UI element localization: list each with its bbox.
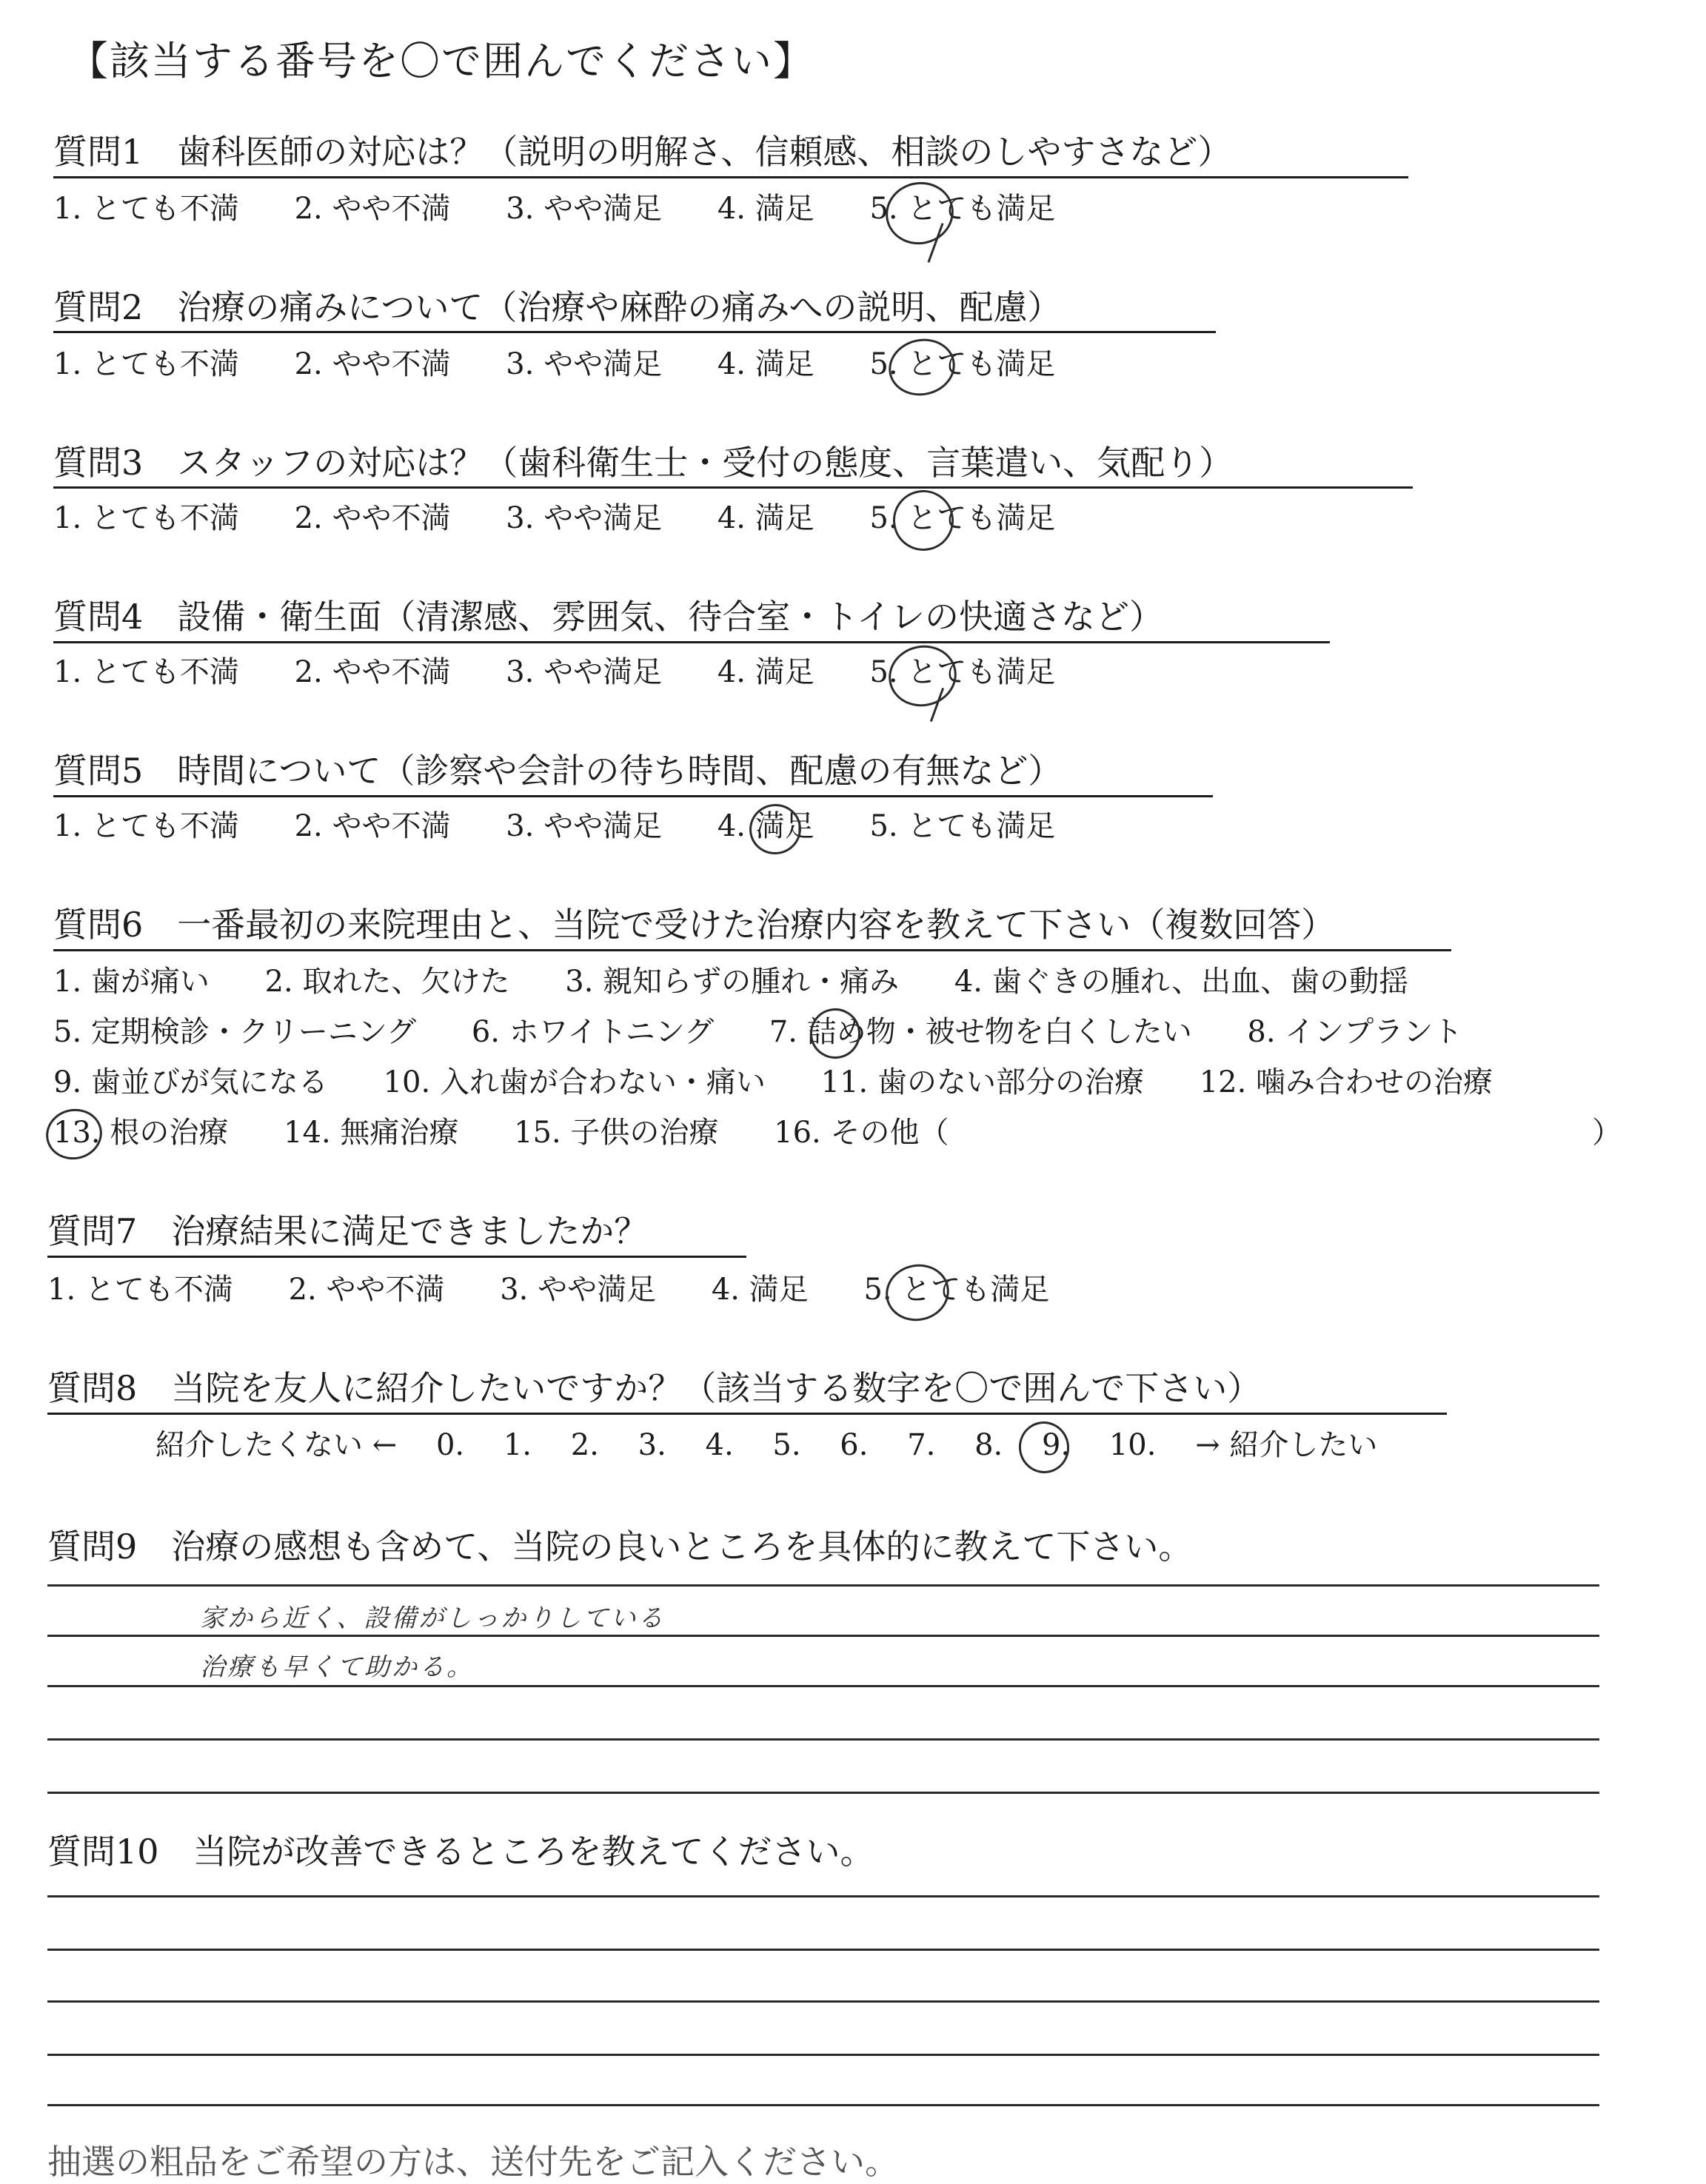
q6-option-4[interactable]: 4. 歯ぐきの腫れ、出血、歯の動揺 (954, 965, 1409, 999)
q4-option-4[interactable]: 4. 満足 (717, 655, 814, 689)
q2-selection-circle (883, 332, 960, 401)
q4-option-3[interactable]: 3. やや満足 (506, 655, 663, 689)
q2-option-1[interactable]: 1. とても不満 (53, 347, 239, 381)
q7-option-5[interactable]: 5. とても満足 (863, 1273, 1050, 1307)
footer-cutoff-text: 抽選の粗品をご希望の方は、送付先をご記入ください。 (47, 2142, 899, 2182)
q10-answer-line-2 (47, 1949, 1599, 1951)
q7-option-1[interactable]: 1. とても不満 (47, 1273, 233, 1307)
q6-row-4 (53, 1118, 949, 1148)
q3-selection-circle (887, 484, 959, 556)
q3-option-5[interactable]: 5. とても満足 (869, 501, 1056, 535)
q3-title: 質問3 スタッフの対応は？（歯科衛生士・受付の態度、言葉遣い、気配り） (53, 443, 1234, 483)
q7-selection-circle (880, 1259, 954, 1327)
q1-option-1[interactable]: 1. とても不満 (53, 192, 239, 226)
q8-n2[interactable]: 2. (570, 1428, 599, 1462)
q1-option-2[interactable]: 2. やや不満 (294, 192, 451, 226)
q6-option-10[interactable]: 10. 入れ歯が合わない・痛い (383, 1065, 766, 1099)
q4-underline (53, 641, 1330, 643)
q9-handwritten-answer-1: 家から近く、設備がしっかりしている (200, 1604, 666, 1633)
q8-n4[interactable]: 4. (705, 1428, 734, 1462)
q2-option-5[interactable]: 5. とても満足 (869, 347, 1056, 381)
q8-n5[interactable]: 5. (772, 1428, 801, 1462)
q3-option-4[interactable]: 4. 満足 (717, 501, 814, 535)
q8-n6[interactable]: 6. (840, 1428, 869, 1462)
q3-underline (53, 486, 1413, 489)
q6-option-3[interactable]: 3. 親知らずの腫れ・痛み (565, 965, 900, 999)
q6-option-13[interactable]: 13. 根の治療 (53, 1116, 229, 1150)
page-header: 【該当する番号を〇で囲んでください】 (68, 38, 814, 84)
q7-underline (47, 1256, 746, 1258)
q5-option-4[interactable]: 4. 満足 (717, 809, 814, 843)
q5-option-3[interactable]: 3. やや満足 (506, 809, 663, 843)
q4-option-2[interactable]: 2. やや不満 (294, 655, 451, 689)
q6-selection-circle-13 (41, 1104, 107, 1165)
q1-option-4[interactable]: 4. 満足 (717, 192, 814, 226)
q9-handwritten-answer-2: 治療も早くて助かる。 (200, 1652, 474, 1682)
q8-n3[interactable]: 3. (638, 1428, 666, 1462)
q6-option-14[interactable]: 14. 無痛治療 (284, 1116, 459, 1150)
q6-option-9[interactable]: 9. 歯並びが気になる (53, 1065, 328, 1099)
q7-option-3[interactable]: 3. やや満足 (500, 1273, 657, 1307)
q6-underline (53, 949, 1451, 951)
q9-answer-line-5 (47, 1792, 1599, 1794)
q7-option-4[interactable]: 4. 満足 (711, 1273, 809, 1307)
q7-title: 質問7 治療結果に満足できましたか？ (47, 1211, 649, 1251)
q6-title: 質問6 一番最初の来院理由と、当院で受けた治療内容を教えて下さい（複数回答） (53, 905, 1336, 945)
q4-selection-circle (883, 639, 962, 712)
q6-other-close-paren: ） (1592, 1116, 1622, 1150)
q5-underline (53, 795, 1213, 797)
q2-title: 質問2 治療の痛みについて（治療や麻酔の痛みへの説明、配慮） (53, 287, 1062, 327)
q2-option-3[interactable]: 3. やや満足 (506, 347, 663, 381)
q9-answer-line-3 (47, 1685, 1599, 1687)
q3-option-3[interactable]: 3. やや満足 (506, 501, 663, 535)
q6-row-3 (53, 1065, 1539, 1099)
q8-selection-circle (1014, 1417, 1074, 1478)
q2-option-4[interactable]: 4. 満足 (717, 347, 814, 381)
q5-option-1[interactable]: 1. とても不満 (53, 809, 239, 843)
q8-n7[interactable]: 7. (907, 1428, 936, 1462)
q3-option-2[interactable]: 2. やや不満 (294, 501, 451, 535)
q9-title: 質問9 治療の感想も含めて、当院の良いところを具体的に教えて下さい。 (47, 1527, 1193, 1567)
q10-answer-line-5 (47, 2104, 1599, 2106)
q6-option-8[interactable]: 8. インプラント (1247, 1015, 1463, 1049)
q6-option-1[interactable]: 1. 歯が痛い (53, 965, 210, 999)
q2-option-2[interactable]: 2. やや不満 (294, 347, 451, 381)
q6-option-6[interactable]: 6. ホワイトニング (471, 1015, 715, 1049)
q1-option-3[interactable]: 3. やや満足 (506, 192, 663, 226)
q8-n0[interactable]: 0. (435, 1428, 465, 1462)
q9-answer-line-2 (47, 1635, 1599, 1637)
q8-left-label: 紹介したくない ← (155, 1428, 398, 1462)
q6-row-1 (53, 965, 1454, 999)
q1-selection-circle (880, 175, 959, 250)
q1-title: 質問1 歯科医師の対応は？（説明の明解さ、信頼感、相談のしやすさなど） (53, 132, 1232, 172)
q4-title: 質問4 設備・衛生面（清潔感、雰囲気、待合室・トイレの快適さなど） (53, 597, 1163, 637)
q9-answer-line-4 (47, 1738, 1599, 1741)
q8-right-label: → 紹介したい (1195, 1428, 1378, 1462)
q6-option-16[interactable]: 16. その他（ (774, 1116, 949, 1150)
q6-option-11[interactable]: 11. 歯のない部分の治療 (820, 1065, 1144, 1099)
q5-option-2[interactable]: 2. やや不満 (294, 809, 451, 843)
q2-underline (53, 331, 1216, 333)
q8-scale (155, 1430, 1407, 1460)
q8-n10[interactable]: 10. (1108, 1428, 1157, 1462)
q6-option-12[interactable]: 12. 噛み合わせの治療 (1199, 1065, 1493, 1099)
q1-option-5[interactable]: 5. とても満足 (869, 192, 1056, 226)
q5-option-5[interactable]: 5. とても満足 (869, 809, 1056, 843)
q10-answer-line-3 (47, 2000, 1599, 2003)
q8-title: 質問8 当院を友人に紹介したいですか？（該当する数字を〇で囲んで下さい） (47, 1368, 1262, 1408)
q1-underline (53, 176, 1408, 178)
q8-n8[interactable]: 8. (974, 1428, 1003, 1462)
q5-options (53, 811, 1101, 841)
q7-option-2[interactable]: 2. やや不満 (288, 1273, 445, 1307)
q10-answer-line-1 (47, 1895, 1599, 1897)
q5-title: 質問5 時間について（診察や会計の待ち時間、配慮の有無など） (53, 751, 1063, 791)
q6-option-2[interactable]: 2. 取れた、欠けた (264, 965, 510, 999)
q6-row-2 (53, 1017, 1508, 1047)
q6-option-5[interactable]: 5. 定期検診・クリーニング (53, 1015, 417, 1049)
q6-option-7[interactable]: 7. 詰め物・被せ物を白くしたい (769, 1015, 1192, 1049)
q4-option-1[interactable]: 1. とても不満 (53, 655, 239, 689)
q6-option-15[interactable]: 15. 子供の治療 (514, 1116, 719, 1150)
q6-selection-circle-7 (806, 1004, 866, 1064)
q8-underline (47, 1413, 1447, 1415)
q10-title: 質問10 当院が改善できるところを教えてください。 (47, 1832, 874, 1872)
q10-answer-line-4 (47, 2054, 1599, 2056)
q9-answer-line-1 (47, 1584, 1599, 1587)
q8-n1[interactable]: 1. (503, 1428, 532, 1462)
q4-option-5[interactable]: 5. とても満足 (869, 655, 1056, 689)
q3-option-1[interactable]: 1. とても不満 (53, 501, 239, 535)
q5-selection-circle (745, 799, 806, 859)
q8-n9[interactable]: 9. (1041, 1428, 1071, 1462)
